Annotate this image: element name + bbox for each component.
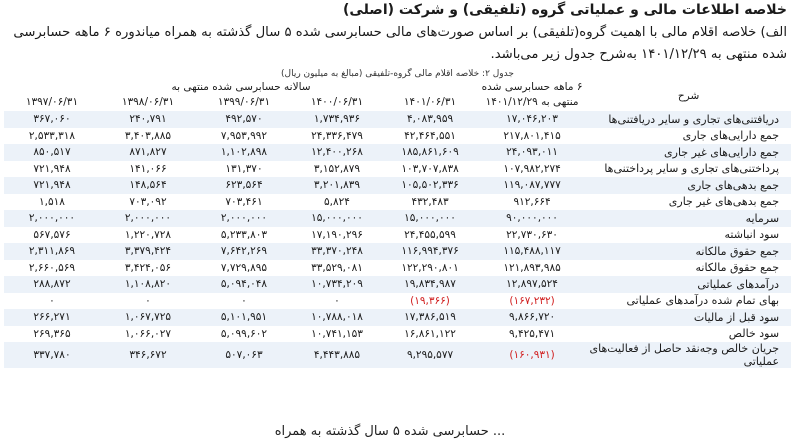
table-cell-value: ۵,۲۳۳,۸۰۳ [220, 228, 268, 241]
table-cell-value: ۱۷,۰۴۶,۲۰۳ [506, 113, 558, 126]
table-row [4, 276, 791, 293]
table-cell-value: ۲۴,۳۳۶,۴۷۹ [311, 129, 363, 142]
table-cell-value: ۱۱۶,۹۹۴,۳۷۶ [401, 245, 459, 258]
table-cell-value: ۱۲,۸۹۷,۵۲۴ [506, 278, 558, 291]
col-header-date: ۱۳۹۸/۰۶/۳۱ [121, 96, 175, 108]
table-cell-value: ۲,۳۱۱,۸۶۹ [28, 245, 76, 258]
table-row [4, 210, 791, 227]
table-cell-value: ۲,۰۰۰,۰۰۰ [28, 212, 76, 225]
table-cell-value: ۰ [49, 294, 55, 307]
table-row-label: بهای تمام شده درآمدهای عملیاتی [626, 294, 780, 308]
table-row-label: سود خالص [728, 327, 780, 341]
group-header-six-month: ۶ ماهه حسابرسی شده [481, 80, 583, 93]
table-cell-value: ۱۷,۳۸۶,۵۱۹ [404, 311, 456, 324]
table-cell-value: ۱,۰۶۷,۷۲۵ [124, 311, 172, 324]
table-row-label: دریافتنی‌های تجاری و سایر دریافتنی‌ها [608, 112, 780, 126]
table-cell-value: ۱۰۳,۷۰۷,۸۳۸ [401, 162, 459, 175]
table-row [4, 309, 791, 326]
table-cell-value: ۹,۸۶۶,۷۲۰ [508, 311, 556, 324]
table-cell-value: ۱۰۵,۵۰۲,۳۳۶ [401, 179, 459, 192]
table-cell-value: ۵,۱۰۱,۹۵۱ [220, 311, 268, 324]
table-cell-value: ۹,۲۹۵,۵۷۷ [406, 349, 454, 361]
table-cell-value: ۵,۰۹۹,۶۰۲ [220, 327, 268, 340]
col-header-date: ۱۴۰۰/۰۶/۳۱ [310, 96, 364, 108]
table-cell-value: ۱۱۵,۴۸۸,۱۱۷ [503, 245, 561, 258]
table-cell-value: ۱,۱۰۲,۸۹۸ [220, 146, 268, 159]
table-cell-value: ۹۰,۰۰۰,۰۰۰ [506, 212, 558, 225]
table-cell-value: ۷۰۳,۴۶۱ [225, 195, 263, 208]
table-row-label: جمع بدهی‌های جاری [687, 178, 780, 192]
table-row-label: جمع دارایی‌های جاری [682, 129, 780, 143]
table-cell-value: ۲,۶۶۰,۵۶۹ [28, 261, 76, 274]
table-cell-value: ۱,۵۱۸ [39, 195, 65, 208]
table-row [4, 144, 791, 161]
table-row [4, 111, 791, 128]
table-cell-value: ۲۱۷,۸۰۱,۴۱۵ [503, 129, 561, 142]
table-cell-value: ۳,۴۲۴,۰۵۶ [124, 261, 172, 274]
table-cell-value: ۱,۲۲۰,۷۲۸ [124, 228, 172, 241]
table-cell-value: ۰ [241, 294, 247, 307]
table-cell-value: ۱۹,۸۳۴,۹۸۷ [404, 278, 456, 291]
table-cell-value: ۳۳,۵۲۹,۰۸۱ [311, 261, 363, 274]
table-cell-value: ۱۰,۷۸۸,۰۱۸ [311, 311, 363, 324]
table-row [4, 227, 791, 244]
table-cell-value: ۱۴۸,۵۶۴ [129, 179, 167, 192]
table-row [4, 243, 791, 260]
table-cell-value: ۵,۸۲۴ [324, 195, 350, 208]
table-cell-value: (۱۶۰,۹۳۱) [509, 349, 555, 361]
table-cell-value: ۹,۴۲۵,۴۷۱ [508, 327, 556, 340]
table-cell-value: ۸۵۰,۵۱۷ [33, 146, 71, 159]
table-cell-value: ۴,۴۴۳,۸۸۵ [313, 349, 361, 361]
table-row-label: جمع بدهی‌های غیر جاری [668, 195, 780, 209]
table-cell-value: ۱۷,۱۹۰,۲۹۶ [311, 228, 363, 241]
table-cell-value: ۱,۷۳۴,۹۳۶ [313, 113, 361, 126]
table-cell-value: ۴۲,۴۶۴,۵۵۱ [404, 129, 456, 142]
table-row-label: سود انباشته [724, 228, 780, 242]
table-row-label: درآمدهای عملیاتی [697, 277, 780, 291]
table-cell-value: ۴۹۲,۵۷۰ [225, 113, 263, 126]
table-cell-value: ۱۲۱,۸۹۳,۹۸۵ [503, 261, 561, 274]
table-cell-value: ۲۶۶,۲۷۱ [33, 311, 71, 324]
table-row [4, 326, 791, 343]
table-cell-value: ۵,۰۹۴,۰۴۸ [220, 278, 268, 291]
table-row-label: جریان خالص وجه‌نقد حاصل از فعالیت‌های عملیاتی [589, 342, 780, 368]
table-cell-value: ۲,۰۰۰,۰۰۰ [124, 212, 172, 225]
table-cell-value: ۱۵,۰۰۰,۰۰۰ [404, 212, 456, 225]
table-cell-value: ۱۲,۴۰۰,۲۶۸ [311, 146, 363, 159]
col-header-date: ۱۳۹۷/۰۶/۳۱ [25, 96, 79, 108]
table-cell-value: ۳,۴۰۳,۸۸۵ [124, 129, 172, 142]
table-cell-value: ۴,۰۸۳,۹۵۹ [406, 113, 454, 126]
table-cell-value: ۲,۰۰۰,۰۰۰ [220, 212, 268, 225]
table-cell-value: ۲۴,۰۹۳,۰۱۱ [506, 146, 558, 159]
table-cell-value: ۰ [334, 294, 340, 307]
table-cell-value: ۳۳۷,۷۸۰ [33, 349, 71, 361]
table-cell-value: ۹۱۲,۶۶۴ [513, 195, 551, 208]
table-cell-value: ۷۲۱,۹۴۸ [33, 179, 71, 192]
group-header-annual: سالانه حسابرسی شده منتهی به [171, 80, 311, 93]
table-cell-value: ۳,۱۵۲,۸۷۹ [313, 162, 361, 175]
table-cell-value: ۷۲۱,۹۴۸ [33, 162, 71, 175]
table-cell-value: ۲۴,۴۵۵,۵۹۹ [404, 228, 456, 241]
table-row-label: پرداختنی‌های تجاری و سایر پرداختنی‌ها [604, 162, 780, 176]
table-cell-value: ۴۳۲,۴۸۳ [411, 195, 449, 208]
table-cell-value: ۶۲۳,۵۶۴ [225, 179, 263, 192]
table-cell-value: ۲۴۰,۷۹۱ [129, 113, 167, 126]
table-row-label: سود قبل از مالیات [693, 310, 780, 324]
table-row [4, 342, 791, 368]
table-row [4, 177, 791, 194]
table-cell-value: ۷,۶۴۲,۲۶۹ [220, 245, 268, 258]
table-cell-value: ۸۷۱,۸۲۷ [129, 146, 167, 159]
table-cell-value: ۱۶,۸۶۱,۱۲۲ [404, 327, 456, 340]
table-cell-value: ۱۰۷,۹۸۲,۲۷۴ [503, 162, 561, 175]
footer-text-fragment: ... حسابرسی شده ۵ سال گذشته به همراه [274, 424, 506, 439]
table-cell-value: ۱۱۹,۰۸۷,۷۷۷ [503, 179, 561, 192]
table-cell-value: ۱۸۵,۸۶۱,۶۰۹ [401, 146, 459, 159]
table-row [4, 260, 791, 277]
table-cell-value: ۳,۳۷۹,۴۲۴ [124, 245, 172, 258]
table-row [4, 128, 791, 145]
table-cell-value: ۰ [145, 294, 151, 307]
col-header-date: ۱۴۰۱/۰۶/۳۱ [403, 96, 457, 108]
table-cell-value: ۵۶۷,۵۷۶ [33, 228, 71, 241]
table-cell-value: ۵۰۷,۰۶۳ [225, 349, 263, 361]
table-cell-value: ۷,۹۵۳,۹۹۲ [220, 129, 268, 142]
table-cell-value: ۱۰,۷۴۱,۱۵۳ [311, 327, 363, 340]
table-cell-value: ۲۸۸,۸۷۲ [33, 278, 71, 291]
table-cell-value: (۱۹,۳۶۶) [410, 294, 450, 307]
table-caption: جدول ۲: خلاصه اقلام مالی گروه-تلفیقی (مبالغ به میلیون ریال) [281, 69, 514, 79]
table-row [4, 161, 791, 178]
section-heading: خلاصه اطلاعات مالی و عملیاتی گروه (تلفیقی) و شرکت (اصلی) [343, 2, 787, 18]
table-cell-value: (۱۶۷,۲۳۲) [509, 294, 555, 307]
table-cell-value: ۷۰۳,۰۹۲ [129, 195, 167, 208]
intro-paragraph: الف) خلاصه اقلام مالی با اهمیت گروه(تلفیقی) بر اساس صورت‌های مالی حسابرسی شده ۵ سال گذشته به همراه میاندوره ۶ ماهه حسابرسی شده منتهی به ۱۴۰۱/۱۲/۲۹ به‌شرح جدول زیر می‌باشد. [13, 25, 787, 62]
col-header-sharh: شرح [677, 89, 700, 102]
table-cell-value: ۳۶۷,۰۶۰ [33, 113, 71, 126]
financial-summary-table [4, 80, 791, 368]
table-row [4, 293, 791, 310]
table-cell-value: ۱,۱۰۸,۸۲۰ [124, 278, 172, 291]
table-cell-value: ۲۶۹,۳۶۵ [33, 327, 71, 340]
table-cell-value: ۳,۲۰۱,۸۳۹ [313, 179, 361, 192]
col-header-date: منتهی به ۱۴۰۱/۱۲/۲۹ [485, 96, 579, 108]
table-cell-value: ۱۵,۰۰۰,۰۰۰ [311, 212, 363, 225]
table-cell-value: ۱۲۲,۲۹۰,۸۰۱ [401, 261, 459, 274]
table-cell-value: ۳۴۶,۶۷۲ [129, 349, 167, 361]
col-header-date: ۱۳۹۹/۰۶/۳۱ [217, 96, 271, 108]
table-cell-value: ۱,۰۶۶,۰۲۷ [124, 327, 172, 340]
table-cell-value: ۲۲,۷۳۰,۶۳۰ [506, 228, 558, 241]
table-cell-value: ۱۰,۷۳۴,۲۰۹ [311, 278, 363, 291]
table-cell-value: ۳۳,۳۷۰,۲۴۸ [311, 245, 363, 258]
table-cell-value: ۱۳۱,۳۷۰ [225, 162, 263, 175]
table-cell-value: ۷,۷۲۹,۸۹۵ [220, 261, 268, 274]
table-row-label: جمع دارایی‌های غیر جاری [664, 145, 780, 159]
table-row [4, 194, 791, 211]
table-row-label: جمع حقوق مالکانه [695, 261, 780, 275]
table-cell-value: ۱۴۱,۰۶۶ [129, 162, 167, 175]
table-row-label: سرمایه [745, 211, 780, 225]
table-cell-value: ۲,۵۳۳,۳۱۸ [28, 129, 76, 142]
table-row-label: جمع حقوق مالکانه [695, 244, 780, 258]
